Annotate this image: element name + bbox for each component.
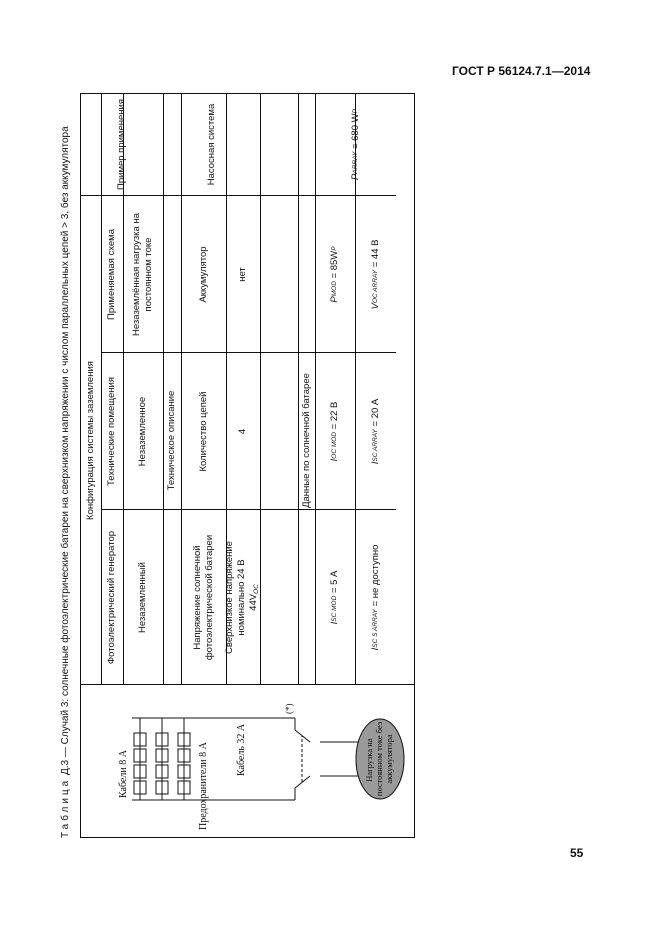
generator-grounding: Незаземленный [137,562,148,633]
pv-circuit-diagram [80,685,415,838]
voltage-value-line1: Сверхнизкое напряжение номинально 24 В [223,541,247,654]
p-array-sub: ARRAY [351,151,359,174]
ioc-mod-value: = 22 В [329,401,340,430]
voltage-value-line2 [248,584,263,611]
premises-grounding: Незаземленное [137,396,148,467]
cables-label: Кабели 8 А [118,750,129,798]
circuits-label: Количество цепей [197,391,209,472]
voltage-value-sub: OC [252,584,260,594]
ioc-mod [315,353,355,510]
voltage-label: Напряжение солнечной фотоэлектрической батареи [191,534,215,661]
p-array [315,93,396,196]
caption-prefix: Таблица [60,777,71,838]
tech-description-header: Техническое описание [166,390,177,491]
fuses-label: Предохранители 8 А [198,742,209,830]
pv-data-header: Данные по солнечной батарее [300,373,312,508]
voltage-value [223,510,260,685]
isc-s-array-symbol: I [369,647,381,651]
p-mod-sub: MOD [331,281,338,297]
col-header-example: Пример применения [115,99,127,190]
isc-mod-symbol: I [329,621,340,625]
col-header-generator: Фотоэлектрический генератор [106,530,117,665]
battery-label: Аккумулятор [197,246,209,303]
voc-array-sub: OC ARRAY [371,269,379,304]
load-label-line: аккумулятора [384,734,394,784]
p-mod [315,196,355,353]
rotated-table-page [60,98,420,838]
p-array-symbol: P [349,173,361,180]
isc-array-symbol: I [369,461,381,465]
p-mod-value: = 85W [329,250,340,279]
scheme-grounding: Незаземлённая нагрузка на постоянном токе [131,213,154,337]
isc-mod-sub: SC MOD [331,595,338,622]
isc-s-array-sub: SC S ARRAY [371,609,379,648]
col-header-premises: Технические помещения [106,377,117,486]
isc-array-sub: SC ARRAY [371,429,379,462]
battery-value: нет [237,267,248,282]
ioc-mod-symbol: I [329,458,340,462]
p-mod-unit-sub: P [331,246,338,251]
p-mod-symbol: P [329,296,340,303]
voc-array [355,196,396,353]
load-label-text: Нагрузка на [364,738,374,782]
page-number: 55 [570,846,584,860]
example-value: Насосная система [205,103,217,186]
isc-mod-value: = 5 А [329,570,340,594]
isc-mod [315,510,355,685]
p-array-value: = 680 W [349,113,361,150]
caption-text: Д.3 — Случай 3: солнечные фотоэлектрические батареи на сверхнизком напряжении с числом параллельных цепей > 3, без аккумулятора [60,126,71,775]
ioc-mod-sub: OC MOD [331,432,338,459]
table-caption [60,98,71,838]
voc-array-value: = 44 В [369,239,381,268]
asterisk-note: (*) [284,703,294,714]
isc-s-array-value: = не доступно [369,544,381,607]
isc-array [355,353,396,510]
isc-array-value: = 20 А [369,398,381,427]
col-header-scheme: Применяемая схема [106,229,117,320]
voltage-value-main: 44V [247,593,259,611]
p-array-unit-sub: P [351,109,359,114]
cable-main-label: Кабель 32 А [236,723,247,776]
wiring [194,718,360,800]
load-label-line: постоянном токе без [374,721,384,797]
isc-s-array [355,510,396,685]
pv-modules [132,718,194,800]
voc-array-symbol: V [369,303,381,310]
circuits-value: 4 [237,428,248,435]
document-id: ГОСТ Р 56124.7.1—2014 [452,64,591,78]
grounding-header: Конфигурация системы заземления [84,361,96,520]
